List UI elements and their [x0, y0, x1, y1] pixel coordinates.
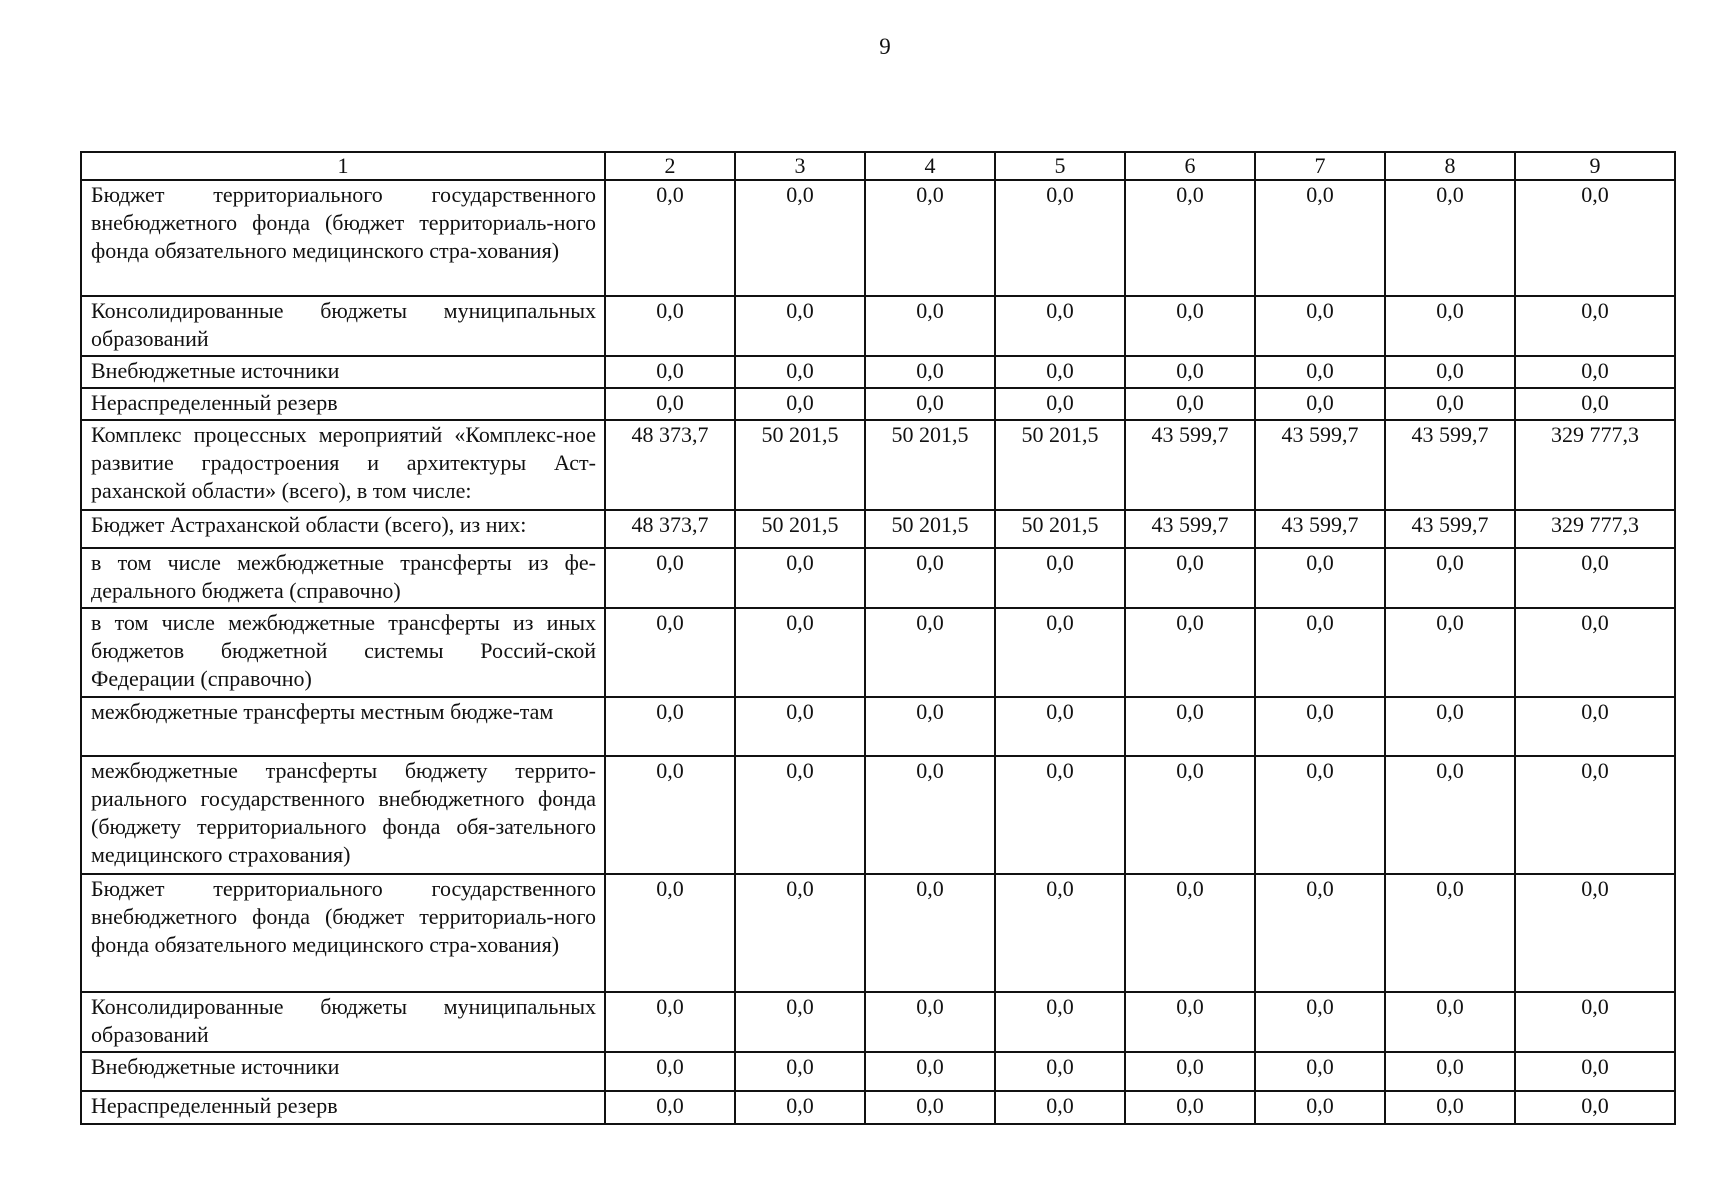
- row-value: 0,0: [1385, 356, 1515, 388]
- row-value: 0,0: [1125, 756, 1255, 874]
- row-value: 0,0: [995, 697, 1125, 756]
- row-label: Внебюджетные источники: [81, 1052, 605, 1091]
- row-value: 0,0: [605, 548, 735, 608]
- row-value: 0,0: [1515, 756, 1675, 874]
- row-value: 0,0: [865, 1091, 995, 1124]
- row-value: 43 599,7: [1385, 510, 1515, 548]
- row-label: Бюджет территориального государственного внебюджетного фонда (бюджет территориаль-ного фонда обязательного медицинского стра-хования): [81, 874, 605, 992]
- row-value: 0,0: [995, 874, 1125, 992]
- row-value: 0,0: [605, 356, 735, 388]
- row-value: 0,0: [865, 697, 995, 756]
- row-value: 0,0: [865, 296, 995, 356]
- row-value: 0,0: [1255, 874, 1385, 992]
- table-row: [81, 1091, 1675, 1124]
- row-label: в том числе межбюджетные трансферты из иных бюджетов бюджетной системы Россий-ской Федерации (справочно): [81, 608, 605, 697]
- row-value: 0,0: [865, 992, 995, 1052]
- row-label: Комплекс процессных мероприятий «Комплекс-ное развитие градостроения и архитектуры Аст-раханской области» (всего), в том числе:: [81, 420, 605, 510]
- table-row: [81, 608, 1675, 697]
- row-value: 0,0: [1385, 1091, 1515, 1124]
- row-value: 0,0: [1385, 548, 1515, 608]
- row-value: 0,0: [995, 356, 1125, 388]
- row-value: 329 777,3: [1515, 510, 1675, 548]
- row-value: 43 599,7: [1125, 420, 1255, 510]
- table-row: [81, 874, 1675, 992]
- column-header: 2: [605, 152, 735, 180]
- row-value: 0,0: [735, 1052, 865, 1091]
- row-value: 0,0: [1515, 296, 1675, 356]
- row-label: в том числе межбюджетные трансферты из фе-дерального бюджета (справочно): [81, 548, 605, 608]
- row-value: 0,0: [605, 756, 735, 874]
- row-label: межбюджетные трансферты местным бюдже-там: [81, 697, 605, 756]
- row-label: Внебюджетные источники: [81, 356, 605, 388]
- row-value: 0,0: [1515, 1091, 1675, 1124]
- row-value: 0,0: [1125, 296, 1255, 356]
- row-value: 0,0: [1515, 388, 1675, 420]
- row-value: 43 599,7: [1255, 420, 1385, 510]
- column-header: 7: [1255, 152, 1385, 180]
- row-value: 0,0: [605, 296, 735, 356]
- row-value: 0,0: [865, 608, 995, 697]
- row-value: 0,0: [735, 388, 865, 420]
- row-value: 0,0: [1255, 548, 1385, 608]
- row-value: 0,0: [1515, 992, 1675, 1052]
- row-value: 0,0: [735, 356, 865, 388]
- table-row: [81, 356, 1675, 388]
- row-value: 0,0: [1385, 874, 1515, 992]
- table-row: [81, 992, 1675, 1052]
- row-value: 0,0: [995, 180, 1125, 296]
- row-value: 0,0: [995, 992, 1125, 1052]
- row-value: 0,0: [995, 548, 1125, 608]
- table-row: [81, 1052, 1675, 1091]
- row-value: 0,0: [1125, 697, 1255, 756]
- row-label: Бюджет Астраханской области (всего), из них:: [81, 510, 605, 548]
- row-value: 0,0: [995, 608, 1125, 697]
- row-value: 0,0: [1255, 1091, 1385, 1124]
- row-value: 0,0: [1385, 296, 1515, 356]
- row-value: 0,0: [735, 697, 865, 756]
- row-value: 0,0: [605, 1091, 735, 1124]
- row-value: 0,0: [1255, 388, 1385, 420]
- row-label: Консолидированные бюджеты муниципальных образований: [81, 992, 605, 1052]
- row-value: 0,0: [1125, 548, 1255, 608]
- row-value: 0,0: [1125, 388, 1255, 420]
- row-value: 0,0: [865, 388, 995, 420]
- column-header: 1: [81, 152, 605, 180]
- row-value: 0,0: [1255, 697, 1385, 756]
- row-value: 0,0: [735, 874, 865, 992]
- row-value: 50 201,5: [735, 420, 865, 510]
- row-value: 0,0: [605, 1052, 735, 1091]
- row-value: 50 201,5: [995, 420, 1125, 510]
- row-value: 0,0: [1385, 180, 1515, 296]
- row-value: 0,0: [1515, 180, 1675, 296]
- row-value: 0,0: [1515, 874, 1675, 992]
- row-value: 0,0: [865, 1052, 995, 1091]
- row-value: 0,0: [605, 180, 735, 296]
- column-header: 9: [1515, 152, 1675, 180]
- row-label: Бюджет территориального государственного внебюджетного фонда (бюджет территориаль-ного фонда обязательного медицинского стра-хования): [81, 180, 605, 296]
- row-value: 0,0: [995, 756, 1125, 874]
- row-value: 0,0: [995, 296, 1125, 356]
- row-value: 43 599,7: [1255, 510, 1385, 548]
- row-value: 0,0: [1385, 756, 1515, 874]
- row-value: 0,0: [865, 548, 995, 608]
- row-value: 0,0: [1255, 608, 1385, 697]
- row-value: 0,0: [605, 388, 735, 420]
- row-value: 43 599,7: [1125, 510, 1255, 548]
- row-value: 0,0: [735, 608, 865, 697]
- row-value: 0,0: [605, 874, 735, 992]
- row-value: 50 201,5: [865, 510, 995, 548]
- row-value: 50 201,5: [865, 420, 995, 510]
- row-value: 0,0: [735, 296, 865, 356]
- row-value: 0,0: [1255, 1052, 1385, 1091]
- row-value: 0,0: [1255, 296, 1385, 356]
- table-row: [81, 296, 1675, 356]
- table-row: [81, 756, 1675, 874]
- row-value: 0,0: [1125, 1091, 1255, 1124]
- row-value: 0,0: [865, 356, 995, 388]
- column-header: 8: [1385, 152, 1515, 180]
- row-value: 0,0: [1385, 992, 1515, 1052]
- row-value: 0,0: [1125, 608, 1255, 697]
- row-value: 0,0: [1255, 756, 1385, 874]
- row-value: 0,0: [1515, 697, 1675, 756]
- table-row: [81, 420, 1675, 510]
- row-value: 0,0: [1515, 548, 1675, 608]
- row-value: 0,0: [605, 697, 735, 756]
- row-value: 0,0: [865, 874, 995, 992]
- row-value: 0,0: [605, 992, 735, 1052]
- row-value: 0,0: [1125, 180, 1255, 296]
- column-header: 6: [1125, 152, 1255, 180]
- row-value: 0,0: [995, 1052, 1125, 1091]
- row-value: 0,0: [735, 756, 865, 874]
- column-header: 5: [995, 152, 1125, 180]
- row-value: 0,0: [1255, 356, 1385, 388]
- row-value: 0,0: [735, 180, 865, 296]
- row-value: 0,0: [1125, 874, 1255, 992]
- table-row: [81, 697, 1675, 756]
- column-header: 3: [735, 152, 865, 180]
- row-value: 0,0: [865, 756, 995, 874]
- row-value: 0,0: [1125, 356, 1255, 388]
- row-value: 0,0: [735, 1091, 865, 1124]
- table-row: [81, 510, 1675, 548]
- row-value: 0,0: [1255, 992, 1385, 1052]
- row-value: 48 373,7: [605, 510, 735, 548]
- column-header: 4: [865, 152, 995, 180]
- row-value: 0,0: [865, 180, 995, 296]
- page-number: 9: [879, 34, 891, 59]
- row-value: 0,0: [1255, 180, 1385, 296]
- row-label: Консолидированные бюджеты муниципальных образований: [81, 296, 605, 356]
- row-value: 0,0: [735, 548, 865, 608]
- table-header-row: [81, 152, 1675, 180]
- row-value: 0,0: [605, 608, 735, 697]
- row-label: межбюджетные трансферты бюджету террито-риального государственного внебюджетного фонда (бюджету территориального фонда обя-зательного медицинского страхования): [81, 756, 605, 874]
- row-label: Нераспределенный резерв: [81, 388, 605, 420]
- row-value: 0,0: [1125, 1052, 1255, 1091]
- row-value: 0,0: [1515, 356, 1675, 388]
- table-row: [81, 180, 1675, 296]
- row-value: 329 777,3: [1515, 420, 1675, 510]
- budget-table: [80, 151, 1676, 1125]
- row-value: 43 599,7: [1385, 420, 1515, 510]
- row-value: 0,0: [1515, 1052, 1675, 1091]
- row-value: 50 201,5: [735, 510, 865, 548]
- row-value: 0,0: [995, 1091, 1125, 1124]
- row-value: 0,0: [1385, 697, 1515, 756]
- row-value: 0,0: [735, 992, 865, 1052]
- row-label: Нераспределенный резерв: [81, 1091, 605, 1124]
- table-row: [81, 548, 1675, 608]
- row-value: 0,0: [1385, 1052, 1515, 1091]
- row-value: 0,0: [995, 388, 1125, 420]
- row-value: 0,0: [1515, 608, 1675, 697]
- row-value: 48 373,7: [605, 420, 735, 510]
- row-value: 0,0: [1125, 992, 1255, 1052]
- row-value: 0,0: [1385, 608, 1515, 697]
- table-row: [81, 388, 1675, 420]
- row-value: 0,0: [1385, 388, 1515, 420]
- row-value: 50 201,5: [995, 510, 1125, 548]
